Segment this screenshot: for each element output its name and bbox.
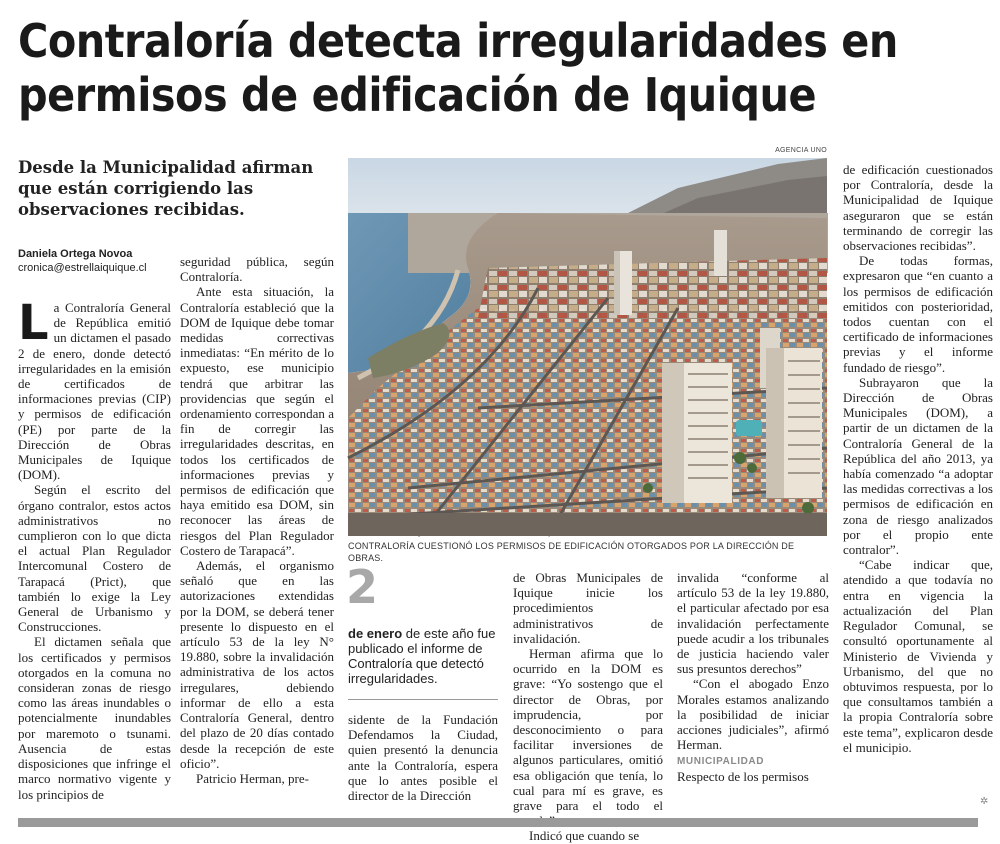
paragraph: Subrayaron que la Dirección de Obras Municipales (DOM), a partir de un dictamen de la Contraloría General de la República del año 2013, ya había comenzado “a adoptar las medidas correctivas a los permisos de edificación en zona de riesgo analizados por el propio ente contralor”. [843, 374, 993, 558]
paragraph: El dictamen señala que los certificados y permisos otorgados en la comuna no consideran zonas de riesgo como las áreas inundables o potencialmente inundables por maremoto o tsunami. Ausencia de estas disposiciones que infringe el marco normativo vigente y los principios de [18, 634, 171, 802]
paragraph-text: a Contraloría General de República emitió un dictamen el pasado 2 de enero, donde detectó irregularidades en la emisión de certificados de informaciones previas (CIP) y permisos de edificación (PE) por parte de la Dirección de Obras Municipales de Iquique (DOM). [18, 300, 171, 483]
article-column-3 [348, 712, 498, 812]
end-mark-icon: ✲ [980, 796, 989, 807]
paragraph: Además, el organismo señaló que en las autorizaciones extendidas por la DOM, se deberá tener presente lo dispuesto en el artículo 53 de la ley N° 19.880, sobre la invalidación administrativa de los actos irregulares, debiendo informar de ello a esta Contraloría General, dentro del plazo de 20 días contado desde la recepción de este oficio”. [180, 558, 334, 771]
byline-author: Daniela Ortega Novoa [18, 248, 133, 260]
photo-credit: AGENCIA UNO [775, 147, 827, 154]
paragraph: sidente de la Fundación Defendamos la Ciudad, quien presentó la denuncia ante la Contraloría, espera que lo antes posible el director de la Dirección [348, 712, 498, 804]
subhead: Desde la Municipalidad afirman que están corrigiendo las observaciones recibidas. [18, 158, 314, 219]
paragraph: Indicó que cuando se [529, 828, 640, 844]
article-column-1 [18, 295, 171, 810]
paragraph: seguridad pública, según Contraloría. [180, 254, 334, 285]
byline [18, 247, 178, 275]
paragraph: Respecto de los permisos [677, 769, 809, 785]
paragraph: De todas formas, expresaron que “en cuanto a los permisos de edificación emitidos con posterioridad, todos cuentan con el certificado de informaciones previas y el informe fundado de riesgo”. [843, 253, 993, 375]
paragraph [18, 295, 171, 483]
factbox-rest: de este año fue publicado el informe de Contraloría que detectó irregularidades. [348, 626, 496, 686]
dropcap: L [18, 295, 49, 351]
factbox-number: 2 [346, 560, 379, 614]
article-column-6 [843, 162, 993, 812]
factbox-text [348, 626, 500, 686]
paragraph: “Con el abogado Enzo Morales estamos analizando la posibilidad de iniciar acciones judiciales”, afirmó Herman. [677, 676, 829, 753]
byline-email: cronica@estrellaiquique.cl [18, 262, 147, 274]
paragraph: de edificación cuestionados por Contraloría, desde la Municipalidad de Iquique aseguraron que se están terminando de corregir las observaciones recibidas”. [843, 162, 993, 254]
article-column-4 [513, 570, 663, 844]
paragraph: Patricio Herman, pre- [196, 770, 309, 786]
paragraph: Según el escrito del órgano contralor, estos actos administrativos no cumplieron con lo que dicta el actual Plan Regulador Intercomunal Costero de Tarapacá (Prict), que también lo exige la Ley General de Urbanismo y Construcciones. [18, 482, 171, 635]
article-column-5 [677, 570, 829, 810]
paragraph: Ante esta situación, la Contraloría estableció que la DOM de Iquique debe tomar medidas correctivas inmediatas: “En mérito de lo expuesto, ese municipio tendrá que arbitrar las providencias que según el ordenamiento correspondan a fin de corregir las irregularidades descritas, en todos los certificados de informaciones previas y permisos de edificación que haya emitido esa DOM, sin reconocer las áreas de riesgos del Plan Regulador Costero de Tarapacá”. [180, 284, 334, 558]
footer-bar [18, 818, 978, 827]
headline: Contraloría detecta irregularidades en permisos de edificación de Iquique [18, 14, 898, 122]
factbox-bold: de enero [348, 626, 403, 641]
paragraph: Herman afirma que lo ocurrido en la DOM es grave: “Yo sostengo que el director de Obras, por imprudencia, por desconocimiento o para facilitar inversiones de algunos particulares, omitió esa obligación que tenía, lo cual para mí es grave, es grave para el todo el [513, 646, 663, 814]
article-column-2 [180, 254, 334, 810]
city-aerial-photo [348, 158, 827, 536]
section-heading: MUNICIPALIDAD [677, 756, 765, 768]
photo-caption: CONTRALORÍA CUESTIONÓ LOS PERMISOS DE EDIFICACIÓN OTORGADOS POR LA DIRECCIÓN DE OBRAS. [348, 541, 795, 563]
paragraph: invalida “conforme al artículo 53 de la ley 19.880, el particular afectado por esa invalidación perfectamente puede acudir a los tribunales de justicia haciendo valer sus presuntos derechos” [677, 570, 829, 677]
paragraph: “Cabe indicar que, atendido a que todavía no entra en vigencia la actualización del Plan Regulador Comunal, se consultó oportunamente al Ministerio de Vivienda y Urbanismo, del que no obtuvimos respuesta, por lo que consultamos también a la propia Contraloría sobre este tema”, explicaron desde el municipio. [843, 557, 993, 755]
factbox-divider [348, 699, 498, 700]
paragraph: de Obras Municipales de Iquique inicie los procedimientos administrativos de invalidación. [513, 570, 663, 646]
